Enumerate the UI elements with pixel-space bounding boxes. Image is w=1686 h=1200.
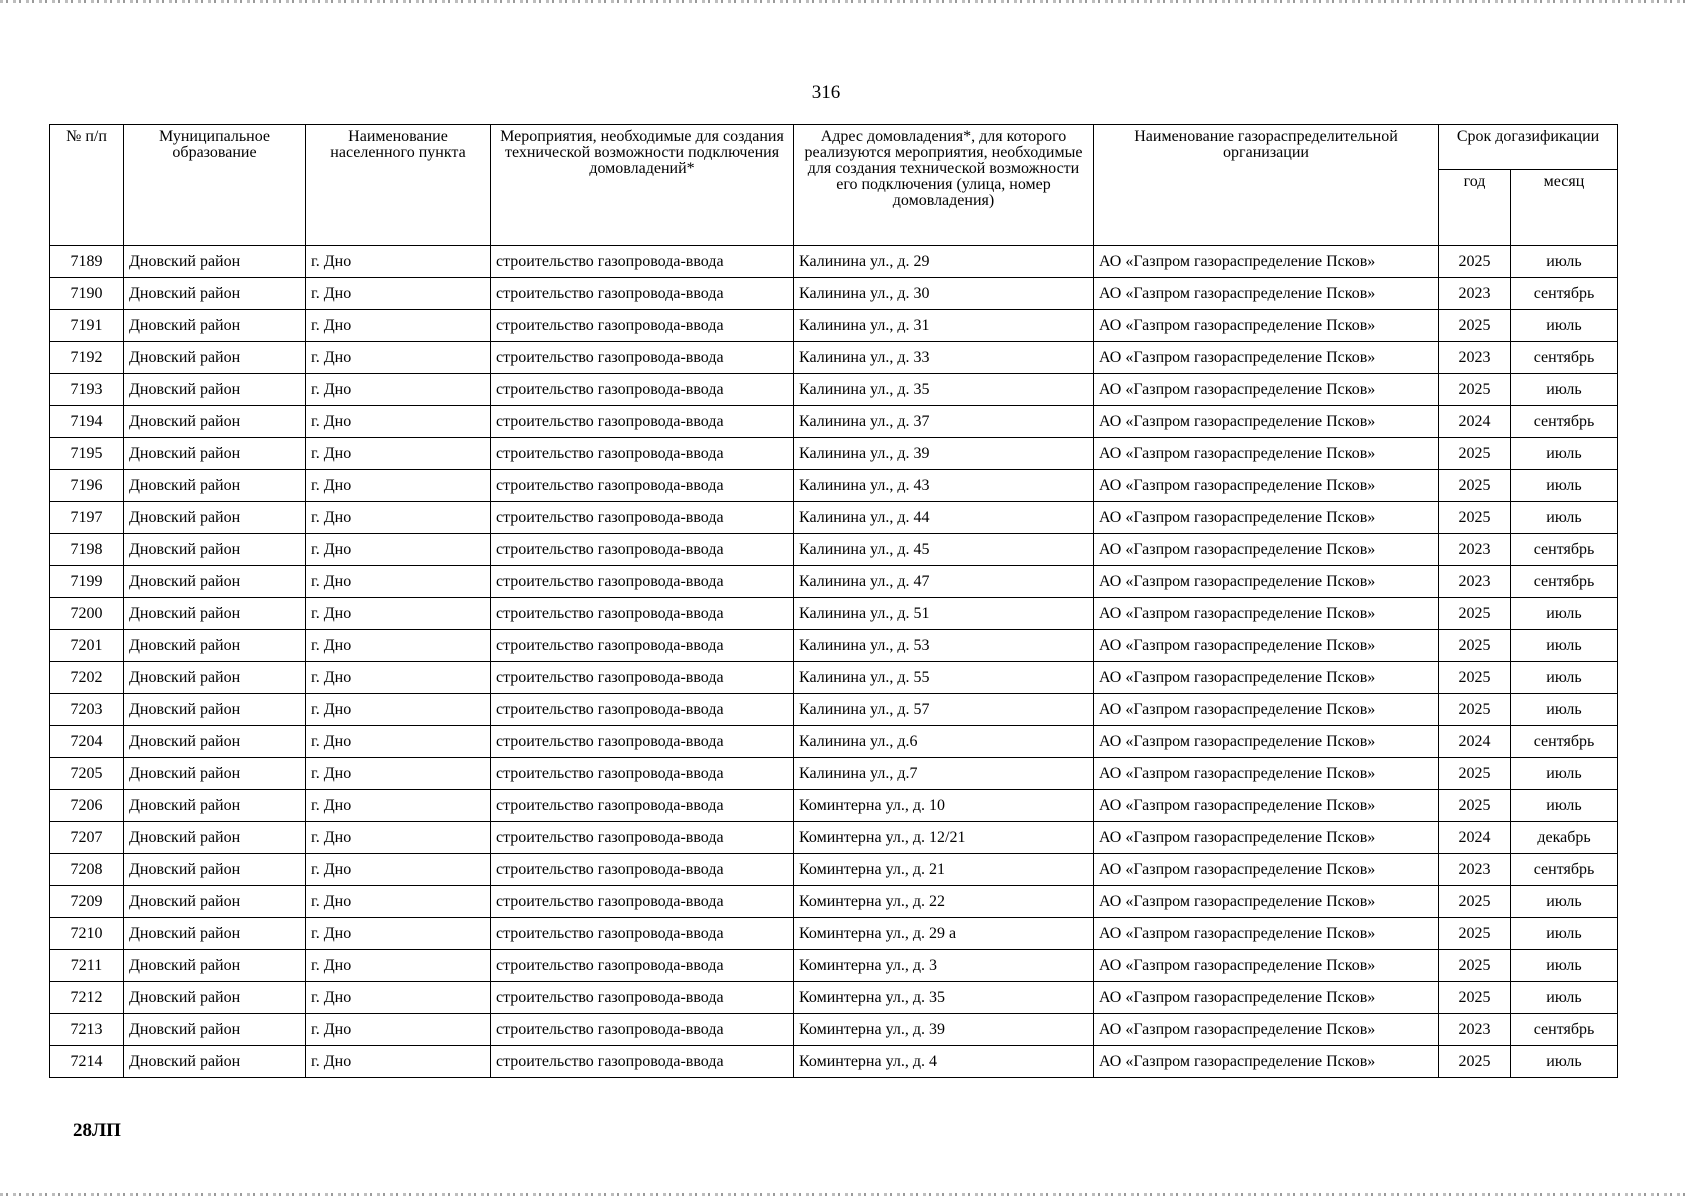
cell-settlement: г. Дно xyxy=(306,694,491,726)
cell-gas-org: АО «Газпром газораспределение Псков» xyxy=(1094,1014,1439,1046)
cell-municipality: Дновский район xyxy=(124,374,306,406)
cell-municipality: Дновский район xyxy=(124,982,306,1014)
cell-month: июль xyxy=(1511,694,1618,726)
cell-year: 2025 xyxy=(1439,694,1511,726)
cell-settlement: г. Дно xyxy=(306,918,491,950)
cell-municipality: Дновский район xyxy=(124,470,306,502)
cell-address: Калинина ул., д. 33 xyxy=(794,342,1094,374)
cell-year: 2025 xyxy=(1439,982,1511,1014)
cell-municipality: Дновский район xyxy=(124,854,306,886)
table-row xyxy=(50,502,1618,534)
gasification-table xyxy=(49,124,1618,1078)
cell-address: Калинина ул., д. 37 xyxy=(794,406,1094,438)
cell-year: 2025 xyxy=(1439,470,1511,502)
cell-settlement: г. Дно xyxy=(306,662,491,694)
table-row xyxy=(50,278,1618,310)
cell-num: 7213 xyxy=(50,1014,124,1046)
table-row xyxy=(50,1046,1618,1078)
cell-municipality: Дновский район xyxy=(124,310,306,342)
cell-settlement: г. Дно xyxy=(306,726,491,758)
cell-measure: строительство газопровода-ввода xyxy=(491,502,794,534)
cell-gas-org: АО «Газпром газораспределение Псков» xyxy=(1094,438,1439,470)
cell-num: 7195 xyxy=(50,438,124,470)
cell-municipality: Дновский район xyxy=(124,918,306,950)
table-row xyxy=(50,1014,1618,1046)
cell-gas-org: АО «Газпром газораспределение Псков» xyxy=(1094,694,1439,726)
cell-num: 7198 xyxy=(50,534,124,566)
cell-num: 7191 xyxy=(50,310,124,342)
cell-year: 2023 xyxy=(1439,342,1511,374)
cell-month: июль xyxy=(1511,790,1618,822)
cell-municipality: Дновский район xyxy=(124,790,306,822)
cell-month: июль xyxy=(1511,1046,1618,1078)
cell-address: Коминтерна ул., д. 4 xyxy=(794,1046,1094,1078)
cell-num: 7205 xyxy=(50,758,124,790)
cell-settlement: г. Дно xyxy=(306,438,491,470)
cell-year: 2025 xyxy=(1439,502,1511,534)
cell-municipality: Дновский район xyxy=(124,822,306,854)
cell-address: Калинина ул., д. 43 xyxy=(794,470,1094,502)
cell-settlement: г. Дно xyxy=(306,822,491,854)
cell-measure: строительство газопровода-ввода xyxy=(491,662,794,694)
cell-month: июль xyxy=(1511,598,1618,630)
scan-edge-top xyxy=(0,0,1686,3)
cell-settlement: г. Дно xyxy=(306,886,491,918)
cell-year: 2025 xyxy=(1439,630,1511,662)
cell-year: 2023 xyxy=(1439,278,1511,310)
cell-num: 7193 xyxy=(50,374,124,406)
cell-municipality: Дновский район xyxy=(124,886,306,918)
cell-address: Калинина ул., д. 53 xyxy=(794,630,1094,662)
table-row xyxy=(50,246,1618,278)
table-row xyxy=(50,630,1618,662)
cell-municipality: Дновский район xyxy=(124,246,306,278)
header-address: Адрес домовладения*, для которого реализуются мероприятия, необходимые для создания технической возможности его подключения (улица, номер домовладения) xyxy=(794,125,1094,246)
cell-settlement: г. Дно xyxy=(306,950,491,982)
footer-code: 28ЛП xyxy=(73,1120,121,1141)
table-row xyxy=(50,950,1618,982)
cell-address: Коминтерна ул., д. 22 xyxy=(794,886,1094,918)
cell-municipality: Дновский район xyxy=(124,1046,306,1078)
cell-address: Калинина ул., д. 51 xyxy=(794,598,1094,630)
cell-month: июль xyxy=(1511,886,1618,918)
cell-year: 2024 xyxy=(1439,726,1511,758)
cell-address: Коминтерна ул., д. 10 xyxy=(794,790,1094,822)
cell-municipality: Дновский район xyxy=(124,406,306,438)
cell-year: 2023 xyxy=(1439,566,1511,598)
cell-measure: строительство газопровода-ввода xyxy=(491,598,794,630)
cell-measure: строительство газопровода-ввода xyxy=(491,1046,794,1078)
cell-num: 7192 xyxy=(50,342,124,374)
cell-gas-org: АО «Газпром газораспределение Псков» xyxy=(1094,726,1439,758)
cell-measure: строительство газопровода-ввода xyxy=(491,470,794,502)
cell-num: 7212 xyxy=(50,982,124,1014)
cell-gas-org: АО «Газпром газораспределение Псков» xyxy=(1094,534,1439,566)
cell-month: июль xyxy=(1511,310,1618,342)
header-municipality: Муниципальное образование xyxy=(124,125,306,246)
scan-edge-bottom xyxy=(0,1193,1686,1196)
cell-address: Калинина ул., д. 47 xyxy=(794,566,1094,598)
cell-month: июль xyxy=(1511,246,1618,278)
cell-address: Калинина ул., д. 29 xyxy=(794,246,1094,278)
cell-num: 7197 xyxy=(50,502,124,534)
cell-gas-org: АО «Газпром газораспределение Псков» xyxy=(1094,406,1439,438)
cell-address: Коминтерна ул., д. 21 xyxy=(794,854,1094,886)
cell-address: Калинина ул., д. 35 xyxy=(794,374,1094,406)
cell-settlement: г. Дно xyxy=(306,374,491,406)
cell-address: Калинина ул., д. 45 xyxy=(794,534,1094,566)
table-row xyxy=(50,598,1618,630)
cell-gas-org: АО «Газпром газораспределение Псков» xyxy=(1094,374,1439,406)
cell-num: 7211 xyxy=(50,950,124,982)
table-row xyxy=(50,374,1618,406)
table-row xyxy=(50,566,1618,598)
cell-measure: строительство газопровода-ввода xyxy=(491,790,794,822)
page-number: 316 xyxy=(811,82,841,103)
cell-gas-org: АО «Газпром газораспределение Псков» xyxy=(1094,278,1439,310)
cell-measure: строительство газопровода-ввода xyxy=(491,1014,794,1046)
cell-month: июль xyxy=(1511,918,1618,950)
cell-gas-org: АО «Газпром газораспределение Псков» xyxy=(1094,470,1439,502)
cell-year: 2024 xyxy=(1439,822,1511,854)
table-row xyxy=(50,406,1618,438)
cell-month: июль xyxy=(1511,950,1618,982)
cell-month: сентябрь xyxy=(1511,342,1618,374)
cell-num: 7214 xyxy=(50,1046,124,1078)
table-row xyxy=(50,470,1618,502)
cell-month: июль xyxy=(1511,662,1618,694)
cell-gas-org: АО «Газпром газораспределение Псков» xyxy=(1094,502,1439,534)
header-num: № п/п xyxy=(50,125,124,246)
cell-year: 2023 xyxy=(1439,534,1511,566)
cell-month: сентябрь xyxy=(1511,854,1618,886)
cell-measure: строительство газопровода-ввода xyxy=(491,982,794,1014)
header-year: год xyxy=(1439,170,1511,246)
cell-month: сентябрь xyxy=(1511,1014,1618,1046)
cell-num: 7199 xyxy=(50,566,124,598)
cell-month: сентябрь xyxy=(1511,534,1618,566)
cell-settlement: г. Дно xyxy=(306,1046,491,1078)
cell-month: декабрь xyxy=(1511,822,1618,854)
cell-measure: строительство газопровода-ввода xyxy=(491,566,794,598)
cell-address: Калинина ул., д.7 xyxy=(794,758,1094,790)
cell-num: 7204 xyxy=(50,726,124,758)
cell-address: Калинина ул., д. 55 xyxy=(794,662,1094,694)
cell-settlement: г. Дно xyxy=(306,470,491,502)
cell-settlement: г. Дно xyxy=(306,790,491,822)
cell-settlement: г. Дно xyxy=(306,566,491,598)
cell-settlement: г. Дно xyxy=(306,342,491,374)
cell-month: июль xyxy=(1511,982,1618,1014)
cell-gas-org: АО «Газпром газораспределение Псков» xyxy=(1094,342,1439,374)
table-row xyxy=(50,790,1618,822)
cell-month: июль xyxy=(1511,470,1618,502)
cell-gas-org: АО «Газпром газораспределение Псков» xyxy=(1094,758,1439,790)
cell-year: 2025 xyxy=(1439,374,1511,406)
cell-settlement: г. Дно xyxy=(306,534,491,566)
cell-month: июль xyxy=(1511,438,1618,470)
cell-measure: строительство газопровода-ввода xyxy=(491,758,794,790)
table-row xyxy=(50,822,1618,854)
cell-num: 7201 xyxy=(50,630,124,662)
cell-year: 2025 xyxy=(1439,790,1511,822)
cell-address: Калинина ул., д.6 xyxy=(794,726,1094,758)
cell-measure: строительство газопровода-ввода xyxy=(491,374,794,406)
cell-gas-org: АО «Газпром газораспределение Псков» xyxy=(1094,886,1439,918)
cell-address: Калинина ул., д. 44 xyxy=(794,502,1094,534)
header-settlement: Наименование населенного пункта xyxy=(306,125,491,246)
table-row xyxy=(50,758,1618,790)
table-row xyxy=(50,886,1618,918)
cell-gas-org: АО «Газпром газораспределение Псков» xyxy=(1094,630,1439,662)
table-row xyxy=(50,726,1618,758)
cell-measure: строительство газопровода-ввода xyxy=(491,406,794,438)
cell-measure: строительство газопровода-ввода xyxy=(491,630,794,662)
table-row xyxy=(50,918,1618,950)
cell-month: сентябрь xyxy=(1511,278,1618,310)
cell-num: 7209 xyxy=(50,886,124,918)
cell-municipality: Дновский район xyxy=(124,630,306,662)
cell-municipality: Дновский район xyxy=(124,694,306,726)
cell-settlement: г. Дно xyxy=(306,1014,491,1046)
cell-measure: строительство газопровода-ввода xyxy=(491,822,794,854)
cell-address: Калинина ул., д. 57 xyxy=(794,694,1094,726)
header-deadline: Срок догазификации xyxy=(1439,125,1618,170)
cell-measure: строительство газопровода-ввода xyxy=(491,918,794,950)
cell-num: 7203 xyxy=(50,694,124,726)
cell-municipality: Дновский район xyxy=(124,662,306,694)
header-gas-org: Наименование газораспределительной организации xyxy=(1094,125,1439,246)
cell-municipality: Дновский район xyxy=(124,566,306,598)
cell-gas-org: АО «Газпром газораспределение Псков» xyxy=(1094,854,1439,886)
cell-settlement: г. Дно xyxy=(306,758,491,790)
cell-measure: строительство газопровода-ввода xyxy=(491,726,794,758)
cell-year: 2025 xyxy=(1439,950,1511,982)
table-body xyxy=(50,246,1618,1078)
cell-municipality: Дновский район xyxy=(124,534,306,566)
table-row xyxy=(50,662,1618,694)
cell-municipality: Дновский район xyxy=(124,342,306,374)
cell-address: Калинина ул., д. 30 xyxy=(794,278,1094,310)
header-month: месяц xyxy=(1511,170,1618,246)
cell-settlement: г. Дно xyxy=(306,630,491,662)
cell-num: 7190 xyxy=(50,278,124,310)
cell-month: сентябрь xyxy=(1511,566,1618,598)
cell-year: 2025 xyxy=(1439,886,1511,918)
table-row xyxy=(50,694,1618,726)
table-row xyxy=(50,854,1618,886)
cell-settlement: г. Дно xyxy=(306,310,491,342)
cell-gas-org: АО «Газпром газораспределение Псков» xyxy=(1094,950,1439,982)
cell-year: 2025 xyxy=(1439,918,1511,950)
cell-measure: строительство газопровода-ввода xyxy=(491,438,794,470)
cell-gas-org: АО «Газпром газораспределение Псков» xyxy=(1094,598,1439,630)
cell-gas-org: АО «Газпром газораспределение Псков» xyxy=(1094,822,1439,854)
cell-measure: строительство газопровода-ввода xyxy=(491,886,794,918)
cell-gas-org: АО «Газпром газораспределение Псков» xyxy=(1094,310,1439,342)
cell-address: Калинина ул., д. 39 xyxy=(794,438,1094,470)
cell-num: 7208 xyxy=(50,854,124,886)
cell-month: июль xyxy=(1511,502,1618,534)
cell-gas-org: АО «Газпром газораспределение Псков» xyxy=(1094,246,1439,278)
cell-year: 2025 xyxy=(1439,662,1511,694)
cell-gas-org: АО «Газпром газораспределение Псков» xyxy=(1094,566,1439,598)
cell-num: 7200 xyxy=(50,598,124,630)
cell-gas-org: АО «Газпром газораспределение Псков» xyxy=(1094,1046,1439,1078)
cell-settlement: г. Дно xyxy=(306,598,491,630)
table-row xyxy=(50,310,1618,342)
cell-municipality: Дновский район xyxy=(124,1014,306,1046)
cell-address: Коминтерна ул., д. 3 xyxy=(794,950,1094,982)
cell-measure: строительство газопровода-ввода xyxy=(491,854,794,886)
cell-num: 7194 xyxy=(50,406,124,438)
cell-gas-org: АО «Газпром газораспределение Псков» xyxy=(1094,918,1439,950)
cell-year: 2023 xyxy=(1439,854,1511,886)
cell-year: 2025 xyxy=(1439,598,1511,630)
cell-num: 7206 xyxy=(50,790,124,822)
cell-year: 2023 xyxy=(1439,1014,1511,1046)
table-row xyxy=(50,438,1618,470)
cell-municipality: Дновский район xyxy=(124,502,306,534)
cell-month: июль xyxy=(1511,630,1618,662)
cell-measure: строительство газопровода-ввода xyxy=(491,694,794,726)
cell-year: 2025 xyxy=(1439,310,1511,342)
cell-settlement: г. Дно xyxy=(306,278,491,310)
cell-address: Коминтерна ул., д. 29 а xyxy=(794,918,1094,950)
cell-num: 7196 xyxy=(50,470,124,502)
cell-address: Коминтерна ул., д. 12/21 xyxy=(794,822,1094,854)
cell-measure: строительство газопровода-ввода xyxy=(491,246,794,278)
cell-address: Коминтерна ул., д. 35 xyxy=(794,982,1094,1014)
cell-municipality: Дновский район xyxy=(124,726,306,758)
cell-num: 7202 xyxy=(50,662,124,694)
cell-year: 2024 xyxy=(1439,406,1511,438)
cell-settlement: г. Дно xyxy=(306,406,491,438)
cell-year: 2025 xyxy=(1439,438,1511,470)
cell-address: Коминтерна ул., д. 39 xyxy=(794,1014,1094,1046)
cell-gas-org: АО «Газпром газораспределение Псков» xyxy=(1094,982,1439,1014)
header-measures: Мероприятия, необходимые для создания технической возможности подключения домовладений* xyxy=(491,125,794,246)
cell-year: 2025 xyxy=(1439,246,1511,278)
table-row xyxy=(50,342,1618,374)
cell-municipality: Дновский район xyxy=(124,758,306,790)
cell-gas-org: АО «Газпром газораспределение Псков» xyxy=(1094,790,1439,822)
cell-municipality: Дновский район xyxy=(124,950,306,982)
cell-measure: строительство газопровода-ввода xyxy=(491,278,794,310)
cell-month: июль xyxy=(1511,374,1618,406)
cell-measure: строительство газопровода-ввода xyxy=(491,342,794,374)
cell-municipality: Дновский район xyxy=(124,598,306,630)
cell-settlement: г. Дно xyxy=(306,854,491,886)
cell-month: сентябрь xyxy=(1511,726,1618,758)
table-header xyxy=(50,125,1618,246)
cell-num: 7189 xyxy=(50,246,124,278)
cell-measure: строительство газопровода-ввода xyxy=(491,950,794,982)
cell-municipality: Дновский район xyxy=(124,438,306,470)
cell-address: Калинина ул., д. 31 xyxy=(794,310,1094,342)
cell-year: 2025 xyxy=(1439,1046,1511,1078)
cell-num: 7207 xyxy=(50,822,124,854)
cell-settlement: г. Дно xyxy=(306,246,491,278)
cell-settlement: г. Дно xyxy=(306,502,491,534)
table-row xyxy=(50,982,1618,1014)
cell-measure: строительство газопровода-ввода xyxy=(491,534,794,566)
cell-num: 7210 xyxy=(50,918,124,950)
cell-gas-org: АО «Газпром газораспределение Псков» xyxy=(1094,662,1439,694)
cell-month: сентябрь xyxy=(1511,406,1618,438)
cell-month: июль xyxy=(1511,758,1618,790)
cell-settlement: г. Дно xyxy=(306,982,491,1014)
table-row xyxy=(50,534,1618,566)
cell-year: 2025 xyxy=(1439,758,1511,790)
cell-municipality: Дновский район xyxy=(124,278,306,310)
cell-measure: строительство газопровода-ввода xyxy=(491,310,794,342)
